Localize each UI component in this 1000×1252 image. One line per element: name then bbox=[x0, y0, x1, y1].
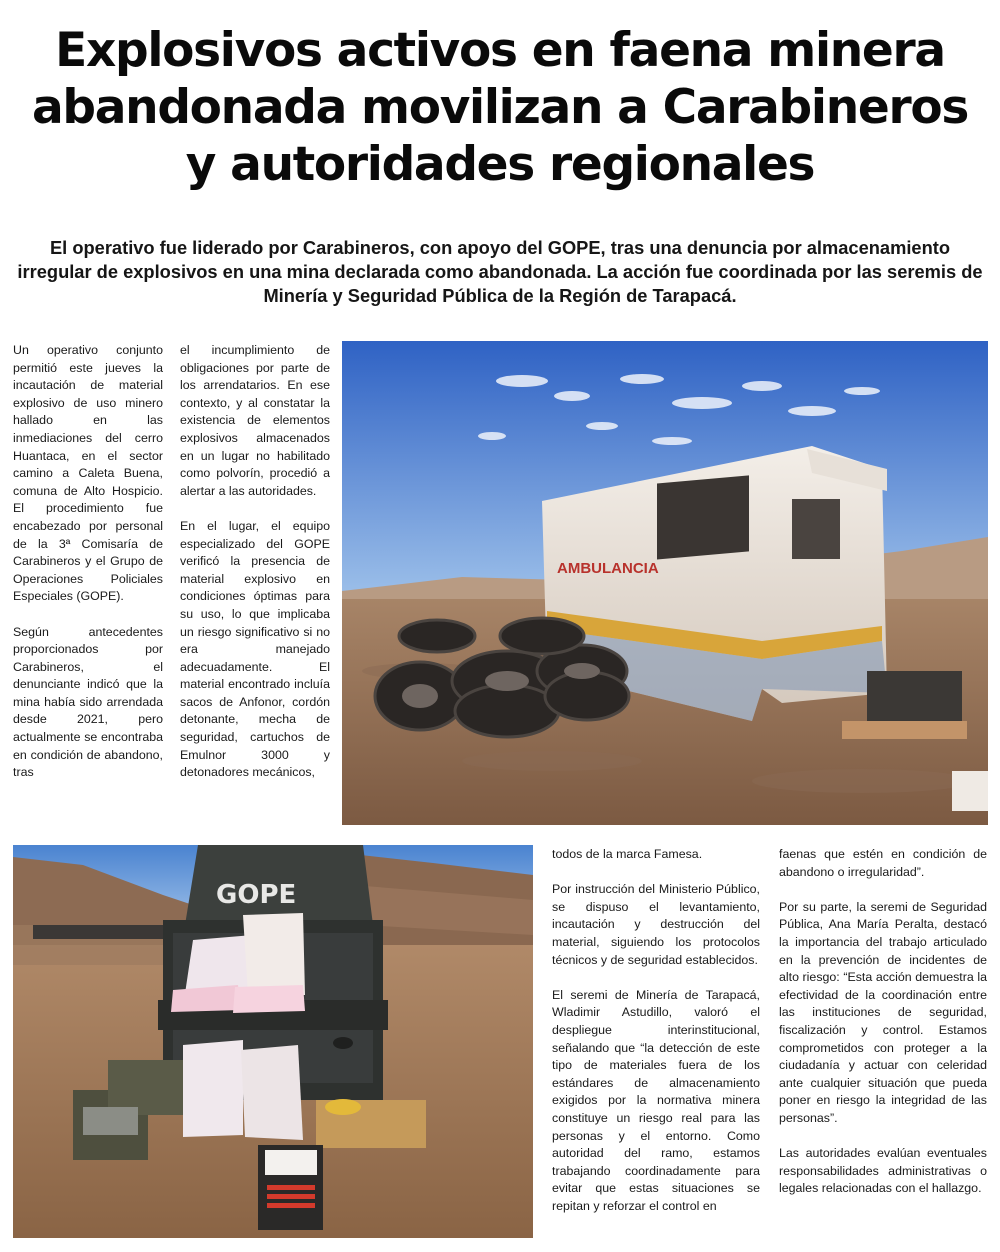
paragraph: Un operativo conjunto permitió este jueves la incautación de material explosivo de uso minero hallado en las inmediaciones del cerro Huantaca, en el sector camino a Caleta Buena, comuna de Alto Hospicio. El procedimiento fue encabezado por personal de la 3ª Comisaría de Carabineros y el Grupo de Operaciones Policiales Especiales (GOPE). bbox=[13, 343, 163, 604]
paragraph: En el lugar, el equipo especializado del GOPE verificó la presencia de material explosivo en condiciones óptimas para su uso, lo que implicaba un riesgo significativo si no era manejado adecuadamente. El material encontrado incluía sacos de Anfonor, cordón detonante, mecha de seguridad, cartuchos de Emulnor 3000 y detonadores mecánicos, bbox=[180, 518, 330, 780]
paragraph: Las autoridades evalúan eventuales responsabilidades administrativas o legales relacionadas con el hallazgo. bbox=[779, 1146, 987, 1196]
paragraph: Según antecedentes proporcionados por Carabineros, el denunciante indicó que la mina había sido arrendada desde 2021, pero actualmente se encontraba en condición de abandono, tras bbox=[13, 624, 163, 780]
ambulance-photo-illustration bbox=[342, 341, 988, 825]
article-column-2 bbox=[180, 342, 330, 782]
article-column-3 bbox=[552, 846, 760, 1215]
deck-subtitle: El operativo fue liderado por Carabineros, con apoyo del GOPE, tras una denuncia por almacenamiento irregular de explosivos en una mina declarada como abandonada. La acción fue coordinada por las seremis de Minería y Seguridad Pública de la Región de Tarapacá. bbox=[17, 237, 983, 306]
truck-label: GOPE bbox=[216, 880, 297, 910]
headline: Explosivos activos en faena minera abandonada movilizan a Carabineros y autoridades regionales bbox=[31, 23, 968, 192]
article-column-4 bbox=[779, 846, 987, 1198]
paragraph: todos de la marca Famesa. bbox=[552, 847, 703, 861]
paragraph: Por instrucción del Ministerio Público, se dispuso el levantamiento, incautación y destrucción del material, siguiendo los protocolos técnicos y de seguridad establecidos. bbox=[552, 882, 760, 967]
paragraph: El seremi de Minería de Tarapacá, Wladimir Astudillo, valoró el despliegue interinstitucional, señalando que “la detección de este tipo de materiales fuera de los estándares de almacenamiento exigidos por la normativa minera constituye un riesgo real para las personas y el entorno. Como autoridad del ramo, estamos trabajando coordinadamente para evitar que estas situaciones se repitan y reforzar el control en bbox=[552, 987, 760, 1213]
gope-truck-photo-illustration bbox=[13, 845, 533, 1238]
gope-truck-photo bbox=[13, 845, 533, 1238]
paragraph: Por su parte, la seremi de Seguridad Pública, Ana María Peralta, destacó la importancia del trabajo articulado en la prevención de incidentes de alto riesgo: “Esta acción demuestra la efectividad de la coordinación entre las instituciones de seguridad, fiscalización y control. Estamos comprometidos con proteger a la ciudadanía y actuar con celeridad ante cualquier situación que pueda poner en riesgo la integridad de las personas”. bbox=[779, 899, 987, 1125]
article-column-1 bbox=[13, 342, 163, 782]
paragraph: el incumplimiento de obligaciones por parte de los arrendatarios. En ese contexto, y al constatar la existencia de elementos explosivos almacenados en un lugar no habilitado como polvorín, procedió a alertar a las autoridades. bbox=[180, 343, 330, 498]
van-label: AMBULANCIA bbox=[557, 560, 659, 577]
ambulance-photo bbox=[342, 341, 988, 825]
paragraph: faenas que estén en condición de abandono o irregularidad”. bbox=[779, 847, 987, 879]
